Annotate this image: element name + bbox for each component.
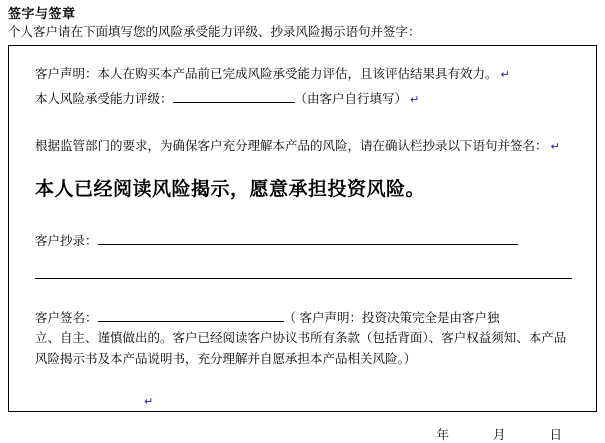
customer-copy-line [35,231,576,251]
section-intro: 个人客户请在下面填写您的风险承受能力评级、抄录风险揭示语句并签字： [8,25,421,39]
customer-signature-input[interactable] [98,308,284,322]
risk-rating-label: 本人风险承受能力评级： [35,92,173,106]
customer-copy-label: 客户抄录： [35,234,98,248]
customer-copy-input[interactable] [98,231,518,245]
date-day-label: 日 [549,428,562,442]
risk-rating-input[interactable] [173,89,295,103]
risk-rating-note: （由客户自行填写） [294,92,408,106]
customer-signature-body: 立、自主、谨慎做出的。客户已经阅读客户协议书所有条款（包括背面）、客户权益须知、本产品风险揭示书及本产品说明书，充分理解并自愿承担本产品相关风险。） [35,331,567,366]
customer-copy-second-line[interactable] [35,278,572,279]
date-month-label: 月 [492,428,506,442]
date-row [35,425,576,443]
customer-signature-line [35,308,576,328]
supervision-notice-text: 根据监管部门的要求，为确保客户充分理解本产品的风险，请在确认栏抄录以下语句并签名： [35,139,548,153]
paragraph-mark-icon: ↵ [144,396,154,408]
customer-signature-label: 客户签名： [35,311,98,325]
risk-statement-text: 本人已经阅读风险揭示，愿意承担投资风险。 [35,179,426,200]
paragraph-mark-icon: ↵ [550,141,560,153]
customer-declaration-text: 客户声明：本人在购买本产品前已完成风险承受能力评估，且该评估结果具有效力。 [35,67,498,81]
paragraph-mark-icon: ↵ [410,94,420,106]
section-title: 签字与签章 [8,6,76,21]
paragraph-mark-icon: ↵ [500,69,510,81]
risk-rating-line [35,89,576,110]
customer-declaration-line [35,64,576,85]
trailing-paragraph-mark [35,392,576,411]
supervision-notice-line [35,136,576,157]
date-year-label: 年 [436,428,449,442]
customer-signature-tail: （ 客户声明：投资决策完全是由客户独 [283,311,500,325]
signature-box [8,45,597,442]
